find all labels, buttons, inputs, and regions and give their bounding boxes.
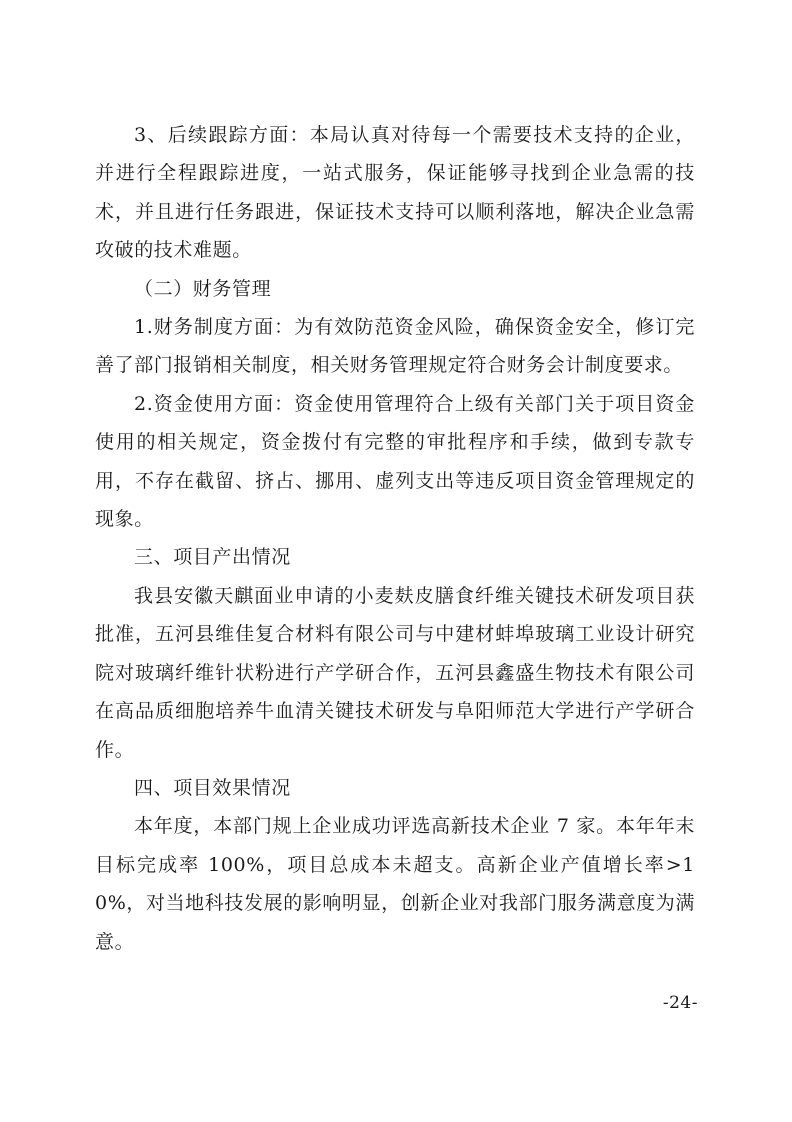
paragraph-fund-usage: 2.资金使用方面：资金使用管理符合上级有关部门关于项目资金使用的相关规定，资金拨付有完整的审批程序和手续，做到专款专用，不存在截留、挤占、挪用、虚列支出等违反项目资金管理规定的现象。 — [95, 392, 695, 531]
paragraph-financial-system: 1.财务制度方面：为有效防范资金风险，确保资金安全，修订完善了部门报销相关制度，相关财务管理规定符合财务会计制度要求。 — [95, 316, 695, 377]
heading-project-output: 三、项目产出情况 — [134, 546, 291, 569]
document-body — [95, 116, 695, 961]
paragraph-follow-up-tracking: 3、后续跟踪方面：本局认真对待每一个需要技术支持的企业，并进行全程跟踪进度，一站式服务，保证能够寻找到企业急需的技术，并且进行任务跟进，保证技术支持可以顺利落地，解决企业急需攻破的技术难题。 — [95, 124, 695, 262]
paragraph-project-effect: 本年度，本部门规上企业成功评选高新技术企业 7 家。本年年末目标完成率 100%，项目总成本未超支。高新企业产值增长率>10%，对当地科技发展的影响明显，创新企业对我部门服务满意度为满意。 — [95, 815, 695, 953]
heading-project-effect: 四、项目效果情况 — [134, 776, 291, 799]
paragraph-project-output: 我县安徽天麒面业申请的小麦麸皮膳食纤维关键技术研发项目获批准，五河县维佳复合材料有限公司与中建材蚌埠玻璃工业设计研究院对玻璃纤维针状粉进行产学研合作，五河县鑫盛生物技术有限公司在高品质细胞培养牛血清关键技术研发与阜阳师范大学进行产学研合作。 — [95, 584, 695, 761]
heading-financial-management: （二）财务管理 — [134, 277, 272, 300]
page-number: -24- — [662, 993, 698, 1013]
